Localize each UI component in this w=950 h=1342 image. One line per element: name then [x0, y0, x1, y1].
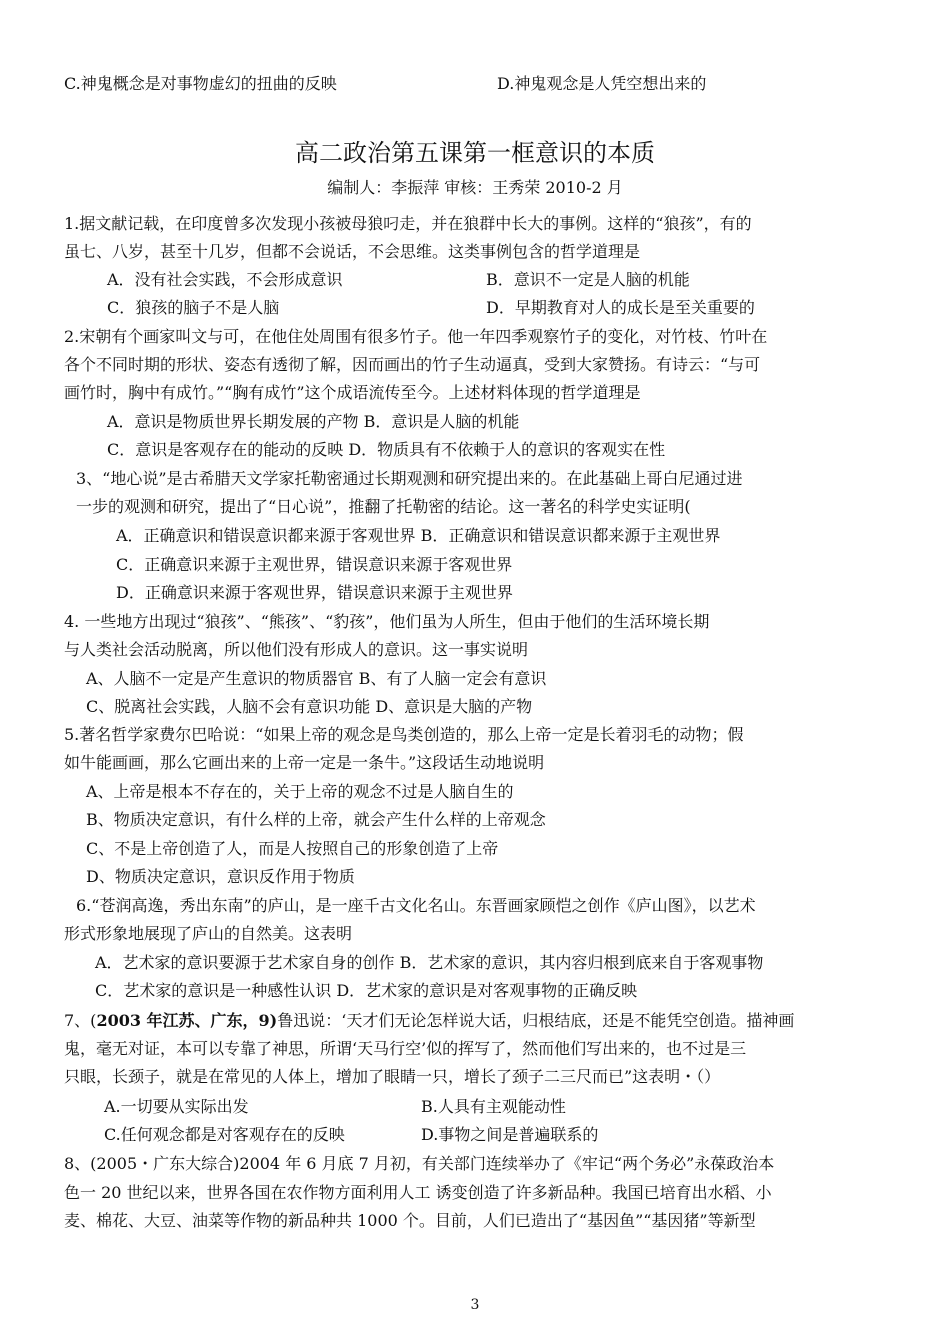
- q3-line2: 一步的观测和研究，提出了“日心说”，推翻了托勒密的结论。这一著名的科学史实证明(: [76, 497, 691, 516]
- author-line: 编制人：李振萍 审核：王秀荣 2010-2 月: [327, 178, 623, 197]
- q2-line3: 画竹时，胸中有成竹。”“胸有成竹”这个成语流传至今。上述材料体现的哲学道理是: [64, 383, 641, 402]
- q3-options-ab: A．正确意识和错误意识都来源于客观世界 B．正确意识和错误意识都来源于主观世界: [116, 526, 721, 545]
- q7-line3: 只眼，长颈子，就是在常见的人体上，增加了眼睛一只，增长了颈子二三尺而已”这表明・（）: [64, 1067, 721, 1086]
- q2-options-ab: A．意识是物质世界长期发展的产物 B．意识是人脑的机能: [107, 412, 520, 431]
- q5-option-d: D、物质决定意识，意识反作用于物质: [86, 867, 355, 886]
- q7-option-d: D.事物之间是普遍联系的: [421, 1125, 599, 1144]
- page-title: 高二政治第五课第一框意识的本质: [295, 139, 655, 167]
- q5-option-c: C、不是上帝创造了人，而是人按照自己的形象创造了上帝: [86, 839, 499, 858]
- q7-line1: [64, 1010, 794, 1032]
- option-d-previous: D.神鬼观念是人凭空想出来的: [497, 74, 707, 93]
- q4-line2: 与人类社会活动脱离，所以他们没有形成人的意识。这一事实说明: [64, 640, 529, 659]
- q2-line1: 2.宋朝有个画家叫文与可，在他住处周围有很多竹子。他一年四季观察竹子的变化，对竹枝、竹叶在: [64, 327, 768, 346]
- q1-line2: 虽七、八岁，甚至十几岁，但都不会说话，不会思维。这类事例包含的哲学道理是: [64, 242, 641, 261]
- q8-line2: 色一 20 世纪以来，世界各国在农作物方面利用人工 诱变创造了许多新品种。我国已培育出水稻、小: [64, 1183, 772, 1202]
- q2-options-cd: C．意识是客观存在的能动的反映 D．物质具有不依赖于人的意识的客观实在性: [107, 440, 666, 459]
- q2-line2: 各个不同时期的形状、姿态有透彻了解，因而画出的竹子生动逼真，受到大家赞扬。有诗云：“与可: [64, 355, 761, 374]
- q5-option-b: B、物质决定意识，有什么样的上帝，就会产生什么样的上帝观念: [86, 810, 546, 829]
- q7-number: 7、(: [64, 1011, 97, 1030]
- q7-line1-text: 鲁迅说：‘天才们无论怎样说大话，归根结底，还是不能凭空创造。描神画: [277, 1011, 795, 1030]
- q3-option-d: D．正确意识来源于客观世界，错误意识来源于主观世界: [116, 583, 513, 602]
- q6-options-cd: C．艺术家的意识是一种感性认识 D．艺术家的意识是对客观事物的正确反映: [95, 981, 638, 1000]
- q8-line3: 麦、棉花、大豆、油菜等作物的新品种共 1000 个。目前，人们已造出了“基因鱼”“基因猪”等新型: [64, 1211, 756, 1230]
- q1-line1: 1.据文献记载，在印度曾多次发现小孩被母狼叼走，并在狼群中长大的事例。这样的“狼孩”，有的: [64, 214, 752, 233]
- q7-source: 2003 年江苏、广东，9): [96, 1011, 278, 1030]
- q8-line1: 8、(2005・广东大综合)2004 年 6 月底 7 月初，有关部门连续举办了《牢记“两个务必”永葆政治本: [64, 1154, 775, 1173]
- option-c-previous: C.神鬼概念是对事物虚幻的扭曲的反映: [64, 74, 337, 93]
- q7-option-b: B.人具有主观能动性: [421, 1097, 566, 1116]
- q6-line1: 6.“苍润高逸，秀出东南”的庐山，是一座千古文化名山。东晋画家顾恺之创作《庐山图》，以艺术: [76, 896, 756, 915]
- q6-options-ab: A．艺术家的意识要源于艺术家自身的创作 B．艺术家的意识，其内容归根到底来自于客观事物: [95, 953, 764, 972]
- page-number: 3: [470, 1297, 480, 1313]
- q4-options-ab: A、人脑不一定是产生意识的物质器官 B、有了人脑一定会有意识: [86, 669, 547, 688]
- q3-option-c: C．正确意识来源于主观世界，错误意识来源于客观世界: [116, 555, 513, 574]
- q1-option-c: C．狼孩的脑子不是人脑: [107, 298, 280, 317]
- q5-line1: 5.著名哲学家费尔巴哈说：“如果上帝的观念是鸟类创造的，那么上帝一定是长着羽毛的动物；假: [64, 725, 744, 744]
- q1-option-a: A．没有社会实践，不会形成意识: [107, 270, 343, 289]
- q7-option-a: A.一切要从实际出发: [104, 1097, 249, 1116]
- q5-line2: 如牛能画画，那么它画出来的上帝一定是一条牛。”这段话生动地说明: [64, 753, 545, 772]
- q4-line1: 4. 一些地方出现过“狼孩”、“熊孩”、“豹孩”，他们虽为人所生，但由于他们的生活环境长期: [64, 612, 710, 631]
- q7-option-c: C.任何观念都是对客观存在的反映: [104, 1125, 345, 1144]
- q7-line2: 鬼，毫无对证，本可以专靠了神思，所谓‘天马行空’似的挥写了，然而他们写出来的，也不过是三: [64, 1039, 747, 1058]
- q5-option-a: A、上帝是根本不存在的，关于上帝的观念不过是人脑自生的: [86, 782, 514, 801]
- q1-option-d: D．早期教育对人的成长是至关重要的: [486, 298, 755, 317]
- q4-options-cd: C、脱离社会实践，人脑不会有意识功能 D、意识是大脑的产物: [86, 697, 533, 716]
- q1-option-b: B．意识不一定是人脑的机能: [486, 270, 690, 289]
- q3-line1: 3、“地心说”是古希腊天文学家托勒密通过长期观测和研究提出来的。在此基础上哥白尼通过进: [76, 469, 743, 488]
- q6-line2: 形式形象地展现了庐山的自然美。这表明: [64, 924, 353, 943]
